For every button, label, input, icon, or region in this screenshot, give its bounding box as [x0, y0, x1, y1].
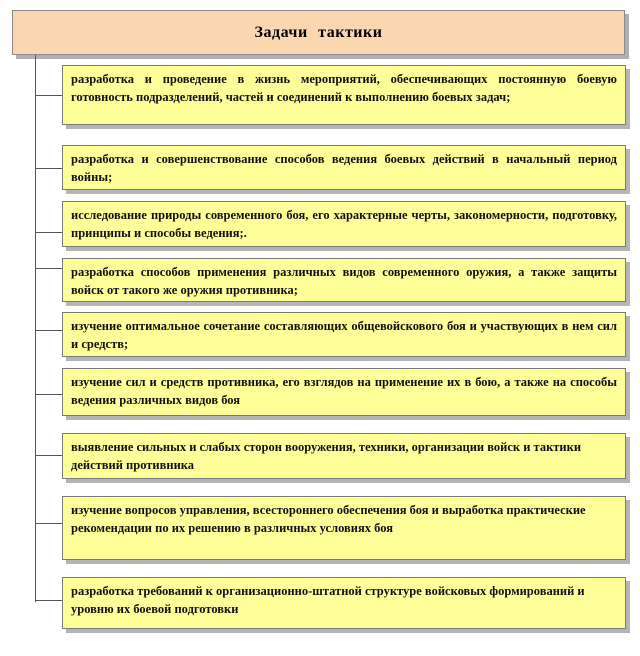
- branch-connector-3: [35, 232, 62, 233]
- task-box-7: [62, 433, 626, 479]
- task-box-4: [62, 258, 626, 302]
- branch-connector-6: [35, 394, 62, 395]
- branch-connector-2: [35, 168, 62, 169]
- branch-connector-9: [35, 600, 62, 601]
- task-box-1: [62, 65, 626, 125]
- branch-connector-4: [35, 268, 62, 269]
- task-text-3: исследование природы современного боя, его характерные черты, закономерности, подготовку, принципы и способы ведения;.: [71, 208, 617, 240]
- task-text-6: изучение сил и средств противника, его взглядов на применение их в бою, а также на способы ведения различных видов боя: [71, 375, 617, 407]
- diagram-header: [12, 10, 625, 55]
- task-text-5: изучение оптимальное сочетание составляющих общевойскового боя и участвующих в нем сил и средств;: [71, 319, 617, 351]
- branch-connector-7: [35, 455, 62, 456]
- task-box-8: [62, 496, 626, 560]
- task-box-3: [62, 201, 626, 247]
- task-box-5: [62, 312, 626, 357]
- branch-connector-1: [35, 95, 62, 96]
- branch-connector-5: [35, 330, 62, 331]
- vertical-connector: [35, 55, 36, 602]
- task-text-8: изучение вопросов управления, всестороннего обеспечения боя и выработка практические рекомендации по их решению в различных условиях боя: [71, 503, 586, 535]
- task-text-7: выявление сильных и слабых сторон вооружения, техники, организации войск и тактики действий противника: [71, 440, 582, 472]
- task-box-6: [62, 368, 626, 416]
- task-box-9: [62, 577, 626, 629]
- header-title: Задачи тактики: [254, 23, 383, 41]
- task-text-4: разработка способов применения различных видов современного оружия, а также защиты войск от такого же оружия противника;: [71, 265, 617, 297]
- task-box-2: [62, 145, 626, 190]
- task-text-1: разработка и проведение в жизнь мероприятий, обеспечивающих постоянную боевую готовность подразделений, частей и соединений к выполнению боевых задач;: [71, 72, 617, 104]
- task-text-9: разработка требований к организационно-штатной структуре войсковых формирований и уровню их боевой подготовки: [71, 584, 585, 616]
- branch-connector-8: [35, 523, 62, 524]
- task-text-2: разработка и совершенствование способов ведения боевых действий в начальный период войны;: [71, 152, 617, 184]
